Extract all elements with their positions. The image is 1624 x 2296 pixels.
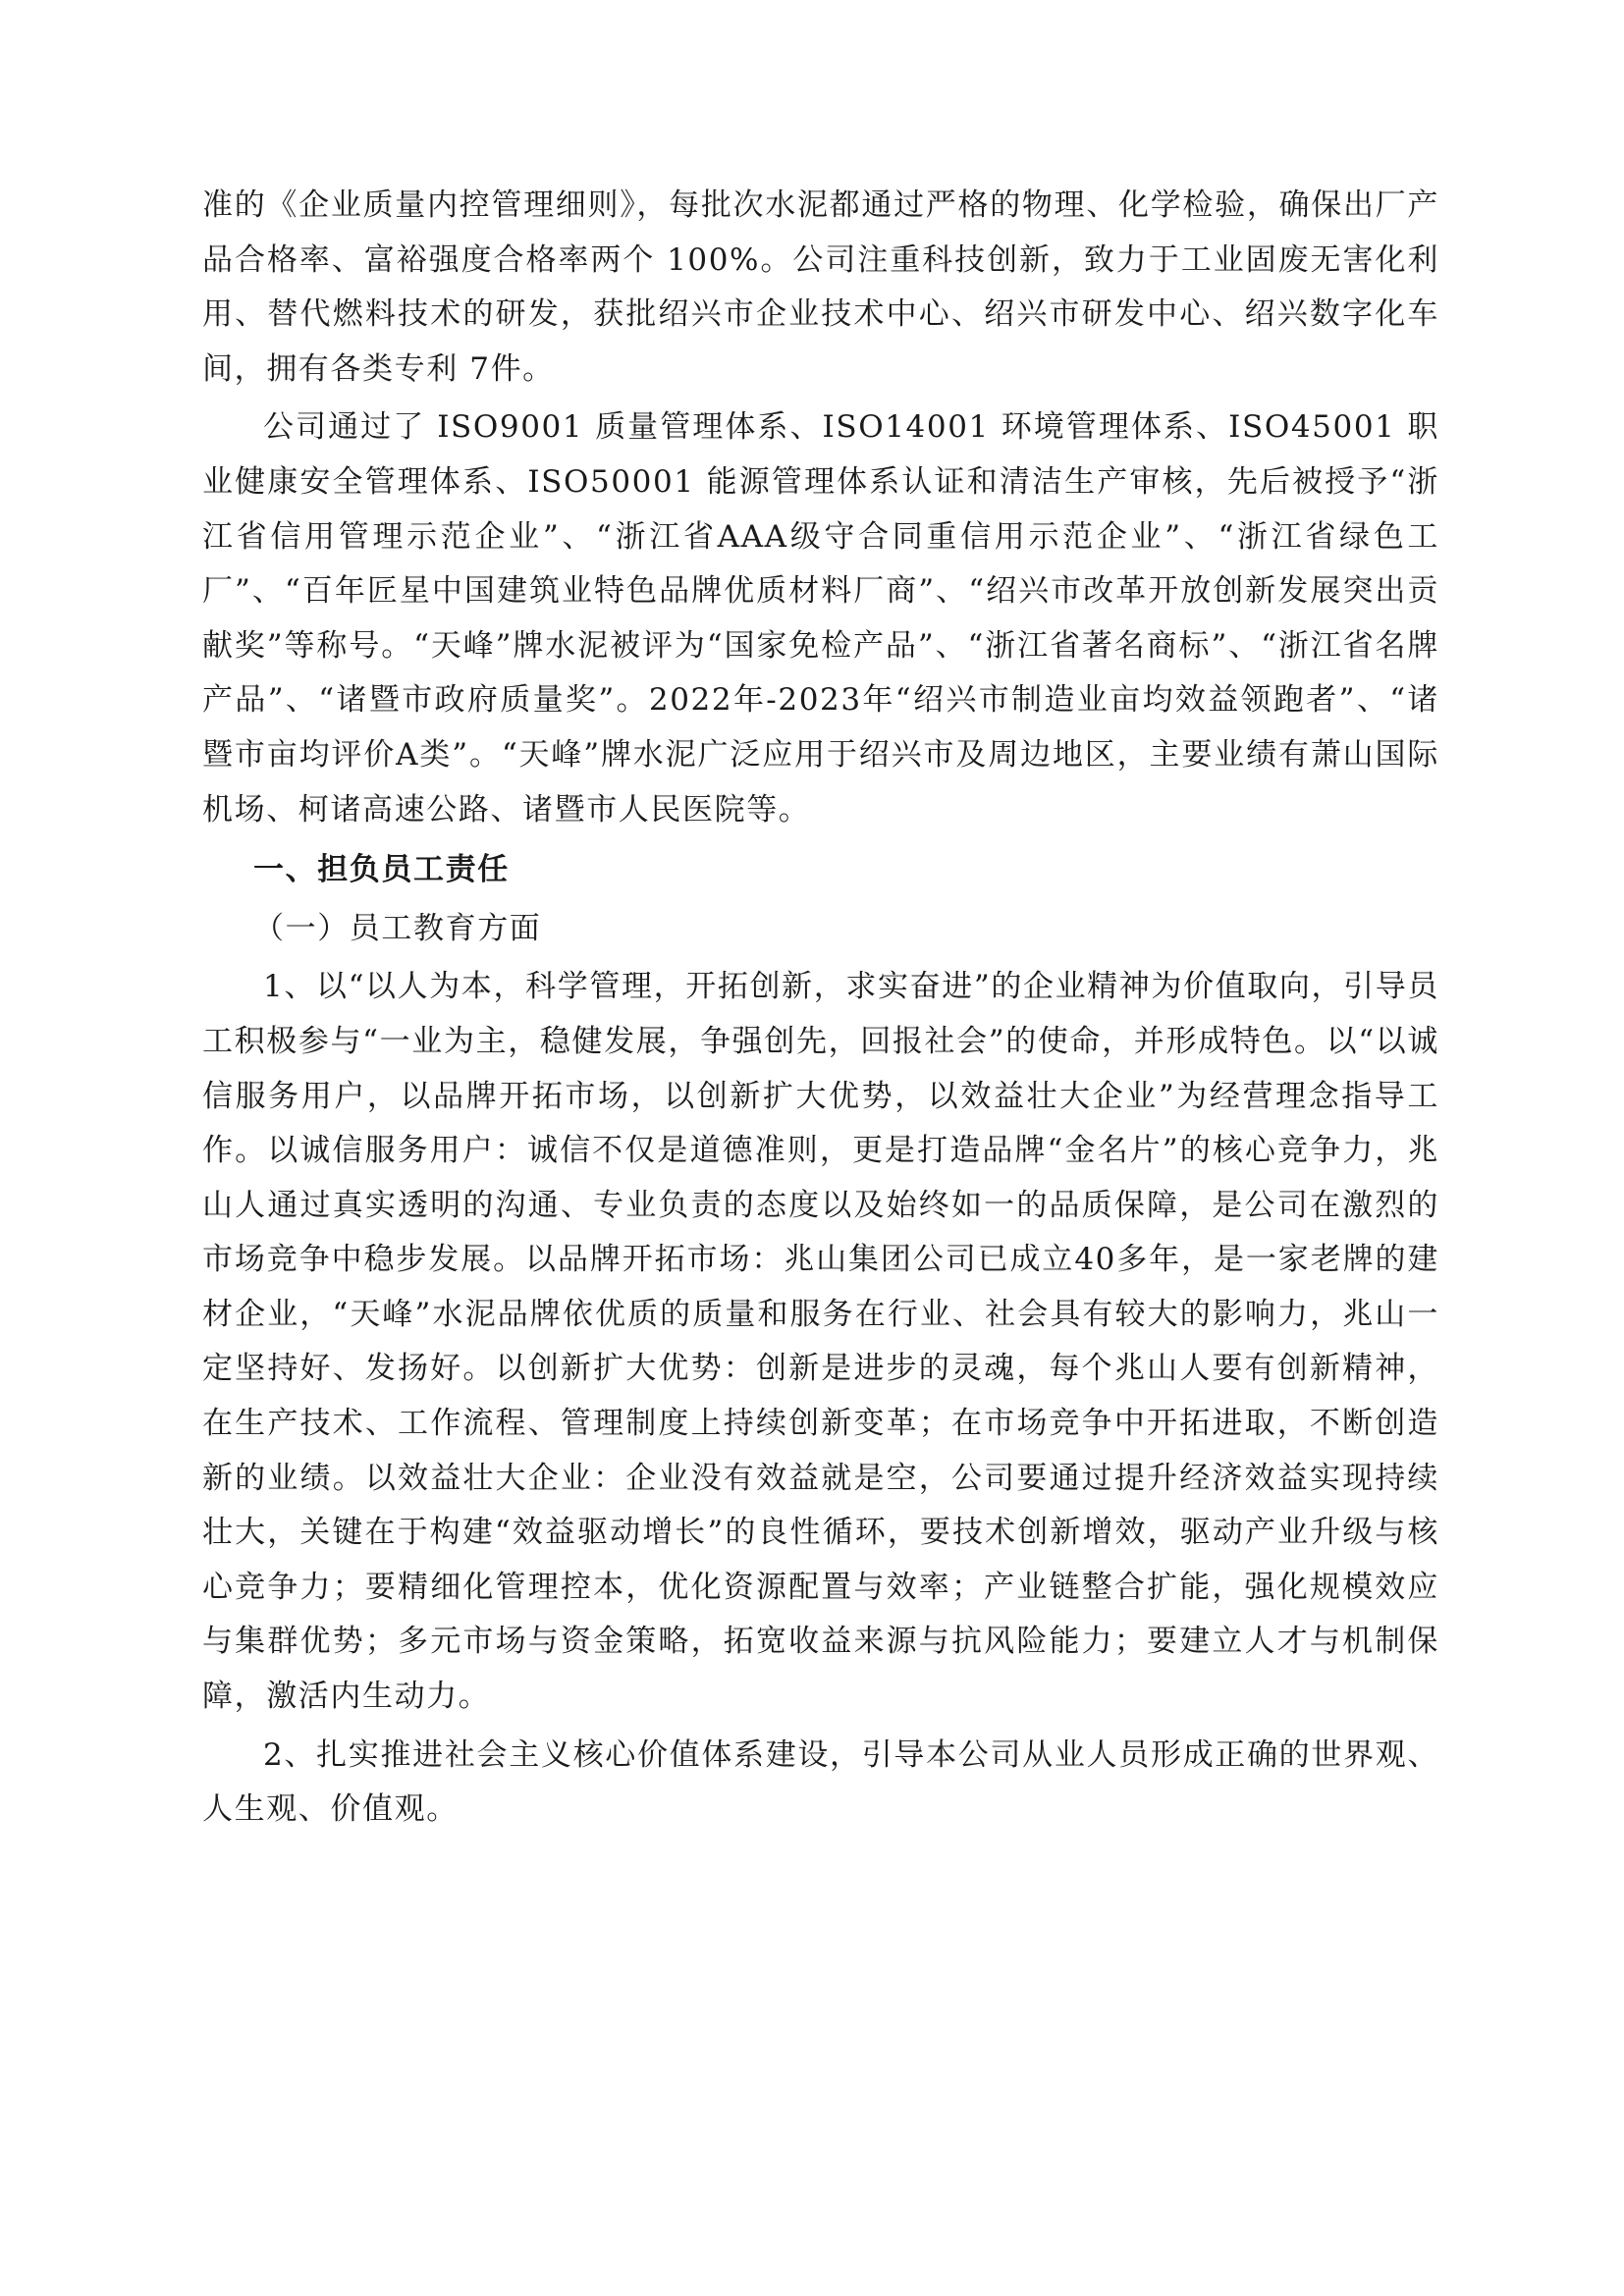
subsection-heading-employee-education: （一）员工教育方面 (253, 910, 542, 946)
document-body (202, 179, 1439, 1838)
paragraph-certifications: 公司通过了 ISO9001 质量管理体系、ISO14001 环境管理体系、ISO45001 职业健康安全管理体系、ISO50001 能源管理体系认证和清洁生产审核，先后被授予“浙江省信用管理示范企业”、“浙江省AAA级守合同重信用示范企业”、“浙江省绿色工厂”、“百年匠星中国建筑业特色品牌优质材料厂商”、“绍兴市改革开放创新发展突出贡献奖”等称号。“天峰”牌水泥被评为“国家免检产品”、“浙江省著名商标”、“浙江省名牌产品”、“诸暨市政府质量奖”。2022年-2023年“绍兴市制造业亩均效益领跑者”、“诸暨市亩均评价A类”。“天峰”牌水泥广泛应用于绍兴市及周边地区，主要业绩有萧山国际机场、柯诸高速公路、诸暨市人民医院等。 (202, 409, 1439, 828)
section-heading-employee-responsibility: 一、担负员工责任 (253, 852, 510, 888)
list-item-2: 2、扎实推进社会主义核心价值体系建设，引导本公司从业人员形成正确的世界观、人生观、价值观。 (202, 1736, 1439, 1828)
list-item-1: 1、以“以人为本，科学管理，开拓创新，求实奋进”的企业精神为价值取向，引导员工积极参与“一业为主，稳健发展，争强创先，回报社会”的使命，并形成特色。以“以诚信服务用户，以品牌开拓市场，以创新扩大优势，以效益壮大企业”为经营理念指导工作。以诚信服务用户：诚信不仅是道德准则，更是打造品牌“金名片”的核心竞争力，兆山人通过真实透明的沟通、专业负责的态度以及始终如一的品质保障，是公司在激烈的市场竞争中稳步发展。以品牌开拓市场：兆山集团公司已成立40多年，是一家老牌的建材企业，“天峰”水泥品牌依优质的质量和服务在行业、社会具有较大的影响力，兆山一定坚持好、发扬好。以创新扩大优势：创新是进步的灵魂，每个兆山人要有创新精神，在生产技术、工作流程、管理制度上持续创新变革；在市场竞争中开拓进取，不断创造新的业绩。以效益壮大企业：企业没有效益就是空，公司要通过提升经济效益实现持续壮大，关键在于构建“效益驱动增长”的良性循环，要技术创新增效，驱动产业升级与核心竞争力；要精细化管理控本，优化资源配置与效率；产业链整合扩能，强化规模效应与集群优势；多元市场与资金策略，拓宽收益来源与抗风险能力；要建立人才与机制保障，激活内生动力。 (202, 969, 1439, 1715)
paragraph-quality-control: 准的《企业质量内控管理细则》，每批次水泥都通过严格的物理、化学检验，确保出厂产品合格率、富裕强度合格率两个 100%。公司注重科技创新，致力于工业固废无害化利用、替代燃料技术的研发，获批绍兴市企业技术中心、绍兴市研发中心、绍兴数字化车间，拥有各类专利 7件。 (202, 187, 1439, 387)
